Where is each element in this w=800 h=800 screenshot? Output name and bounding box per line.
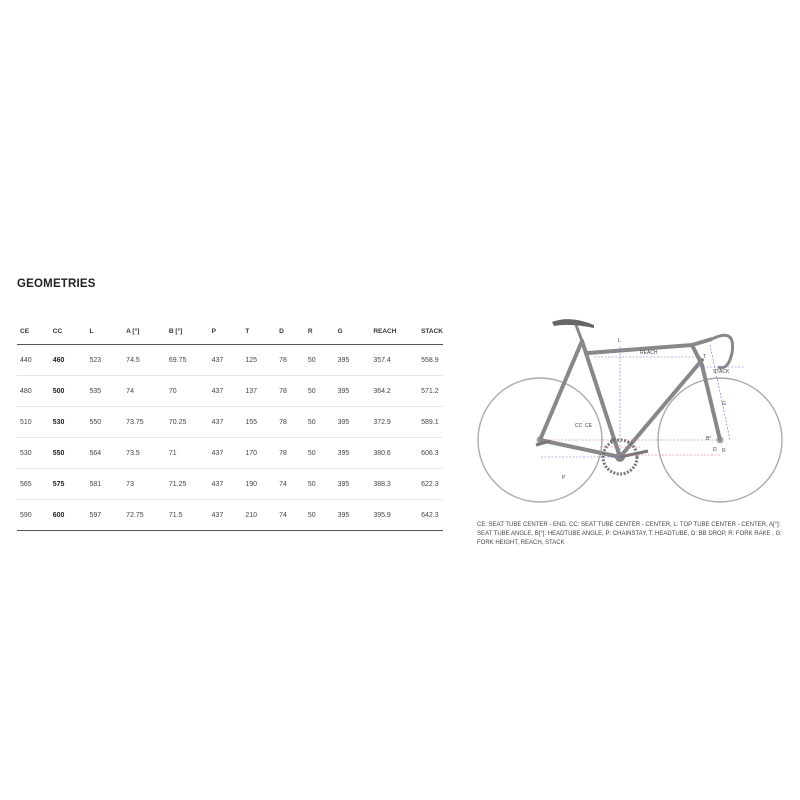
- legend-text: CE: SEAT TUBE CENTER - END, CC: SEAT TUBE CENTER - CENTER, L: TOP TUBE CENTER - CENTER, A[°]: SEAT TUBE ANGLE, B[°]: HEADTUBE ANGLE, P: CHAINSTAY, T: HEADTUBE, D: BB DROP, R: FORK RAKE , G: FORK HEIGHT, REACH, STACK: [477, 522, 782, 546]
- cell-reach: 372.9: [370, 407, 418, 438]
- cell-t: 210: [242, 500, 276, 531]
- cell-ce: 510: [17, 407, 50, 438]
- cell-stack: 589.1: [418, 407, 443, 438]
- saddle: [552, 319, 594, 328]
- header-a: A [°]: [123, 318, 166, 345]
- cell-d: 74: [276, 469, 305, 500]
- cell-b: 70: [166, 376, 209, 407]
- cell-p: 437: [209, 345, 243, 376]
- cell-l: 581: [86, 469, 123, 500]
- cell-stack: 571.2: [418, 376, 443, 407]
- cell-b: 71.5: [166, 500, 209, 531]
- label-a: A°: [610, 438, 616, 444]
- cell-a: 72.75: [123, 500, 166, 531]
- fork-height-line: [710, 345, 730, 440]
- header-d: D: [276, 318, 305, 345]
- fork: [702, 365, 720, 440]
- head-tube: [692, 345, 702, 365]
- cell-l: 550: [86, 407, 123, 438]
- label-r: R: [722, 448, 726, 454]
- cell-l: 535: [86, 376, 123, 407]
- cell-cc: 460: [50, 345, 87, 376]
- cell-cc: 575: [50, 469, 87, 500]
- cell-reach: 357.4: [370, 345, 418, 376]
- cell-p: 437: [209, 500, 243, 531]
- cell-a: 73.75: [123, 407, 166, 438]
- header-ce: CE: [17, 318, 50, 345]
- header-g: G: [335, 318, 371, 345]
- cell-r: 50: [305, 500, 335, 531]
- seatpost: [576, 325, 582, 341]
- cell-g: 395: [335, 438, 371, 469]
- header-cc: CC: [50, 318, 87, 345]
- cell-r: 50: [305, 407, 335, 438]
- label-ce: CE: [585, 423, 592, 429]
- cell-b: 69.75: [166, 345, 209, 376]
- cell-g: 395: [335, 376, 371, 407]
- bike-geometry-diagram: [470, 305, 790, 525]
- cell-l: 564: [86, 438, 123, 469]
- header-b: B [°]: [166, 318, 209, 345]
- cell-a: 73.5: [123, 438, 166, 469]
- cell-d: 78: [276, 407, 305, 438]
- cell-g: 395: [335, 500, 371, 531]
- table-row: [17, 345, 443, 376]
- cell-a: 74: [123, 376, 166, 407]
- label-stack: STACK: [713, 369, 730, 375]
- handlebar: [712, 335, 733, 368]
- cell-d: 74: [276, 500, 305, 531]
- cell-p: 437: [209, 469, 243, 500]
- cell-cc: 530: [50, 407, 87, 438]
- cell-reach: 380.6: [370, 438, 418, 469]
- label-cc: CC: [575, 423, 583, 429]
- cell-ce: 530: [17, 438, 50, 469]
- cell-stack: 606.3: [418, 438, 443, 469]
- rear-derailleur: [536, 441, 550, 445]
- cell-r: 50: [305, 469, 335, 500]
- cell-t: 125: [242, 345, 276, 376]
- cell-reach: 388.3: [370, 469, 418, 500]
- label-l: L: [618, 338, 621, 344]
- header-stack: STACK: [418, 318, 443, 345]
- stem: [692, 339, 712, 345]
- header-l: L: [86, 318, 123, 345]
- cell-ce: 565: [17, 469, 50, 500]
- cell-cc: 550: [50, 438, 87, 469]
- cell-a: 74.5: [123, 345, 166, 376]
- label-d: D: [713, 447, 717, 453]
- header-t: T: [242, 318, 276, 345]
- cell-r: 50: [305, 345, 335, 376]
- header-reach: REACH: [370, 318, 418, 345]
- cell-g: 395: [335, 469, 371, 500]
- cell-t: 155: [242, 407, 276, 438]
- down-tube: [620, 360, 702, 457]
- table-row: [17, 438, 443, 469]
- cell-d: 78: [276, 376, 305, 407]
- cell-t: 170: [242, 438, 276, 469]
- cell-t: 137: [242, 376, 276, 407]
- table-row: [17, 407, 443, 438]
- label-reach: REACH: [640, 350, 658, 356]
- cell-t: 190: [242, 469, 276, 500]
- cell-stack: 622.3: [418, 469, 443, 500]
- cell-ce: 480: [17, 376, 50, 407]
- page-title: GEOMETRIES: [17, 278, 96, 290]
- header-p: P: [209, 318, 243, 345]
- table-row: [17, 500, 443, 531]
- cell-d: 78: [276, 438, 305, 469]
- label-t: T: [703, 354, 707, 360]
- geometry-table: [17, 318, 443, 531]
- cell-r: 50: [305, 438, 335, 469]
- table-row: [17, 469, 443, 500]
- cell-cc: 600: [50, 500, 87, 531]
- label-p: P: [562, 475, 566, 481]
- cell-cc: 500: [50, 376, 87, 407]
- table-header-row: [17, 318, 443, 345]
- cell-ce: 440: [17, 345, 50, 376]
- cell-b: 71.25: [166, 469, 209, 500]
- cell-ce: 590: [17, 500, 50, 531]
- cell-reach: 395.9: [370, 500, 418, 531]
- cell-g: 395: [335, 345, 371, 376]
- cell-stack: 558.9: [418, 345, 443, 376]
- cell-p: 437: [209, 376, 243, 407]
- cell-reach: 364.2: [370, 376, 418, 407]
- cell-r: 50: [305, 376, 335, 407]
- cell-d: 78: [276, 345, 305, 376]
- cell-p: 437: [209, 438, 243, 469]
- cell-g: 395: [335, 407, 371, 438]
- cell-l: 597: [86, 500, 123, 531]
- cell-l: 523: [86, 345, 123, 376]
- label-g: G: [722, 401, 726, 407]
- label-b: B°: [706, 436, 712, 442]
- cell-stack: 642.3: [418, 500, 443, 531]
- cell-b: 70.25: [166, 407, 209, 438]
- cell-p: 437: [209, 407, 243, 438]
- frame: [540, 341, 720, 457]
- chainstay: [540, 440, 620, 457]
- table-row: [17, 376, 443, 407]
- cell-b: 71: [166, 438, 209, 469]
- cell-a: 73: [123, 469, 166, 500]
- header-r: R: [305, 318, 335, 345]
